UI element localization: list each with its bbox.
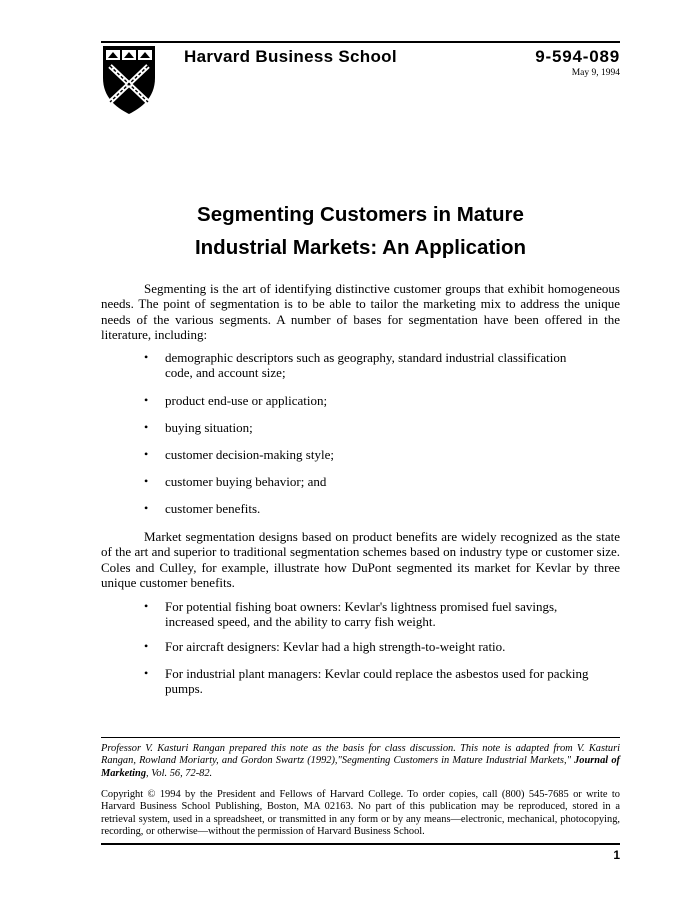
copyright-notice: Copyright © 1994 by the President and Fellows of Harvard College. To order copies, call (800) 545-7685 or write to Harvard Business School Publishing, Boston, MA 02163. No part of this publication may be reproduced, stored in a retrieval system, used in a spreadsheet, or transmitted in any form or by any means—electronic, mechanical, photocopying, recording, or otherwise—without the permission of Harvard Business School. [101, 789, 620, 837]
bullet-icon: • [144, 639, 149, 653]
list-item-text: customer buying behavior; and [165, 474, 327, 489]
bullet-icon: • [144, 447, 149, 461]
list-item-text: For aircraft designers: Kevlar had a high strength-to-weight ratio. [165, 639, 506, 654]
bullet-icon: • [144, 393, 149, 407]
bullet-icon: • [144, 666, 149, 680]
bullet-icon: • [144, 350, 149, 364]
author-note [101, 743, 620, 780]
bullet-icon: • [144, 420, 149, 434]
list-item-text: For potential fishing boat owners: Kevlar's lightness promised fuel savings, increased speed, and the ability to carry fish weight. [165, 599, 558, 630]
case-date: May 9, 1994 [571, 68, 620, 78]
author-note-citation: , Vol. 56, 72-82. [146, 767, 213, 779]
list-item-text: demographic descriptors such as geography, standard industrial classification code, and account size; [165, 350, 567, 381]
document-title-line-2: Industrial Markets: An Application [194, 236, 527, 259]
list-item-text: For industrial plant managers: Kevlar could replace the asbestos used for packing pumps. [165, 666, 589, 697]
hbs-shield-icon [101, 44, 157, 116]
footer-rule [101, 843, 620, 845]
list-item-text: customer benefits. [165, 501, 261, 516]
list-item-text: customer decision-making style; [165, 447, 334, 462]
bullet-icon: • [144, 474, 149, 488]
header-rule [101, 41, 620, 43]
footnote-rule [101, 737, 620, 738]
journal-name: Journal of Marketing [101, 755, 620, 779]
author-note-text: Professor V. Kasturi Rangan prepared this note as the basis for class discussion. This note is adapted from V. Kasturi Rangan, Rowland Moriarty, and Gordon Swartz (1992),"Segmenting Customers in Mature Industrial Markets," [101, 743, 620, 767]
bullet-icon: • [144, 501, 149, 515]
page-number: 1 [613, 848, 620, 862]
list-item-text: product end-use or application; [165, 393, 328, 408]
list-item-text: buying situation; [165, 420, 253, 435]
school-name: Harvard Business School [184, 47, 397, 66]
kevlar-paragraph: Market segmentation designs based on product benefits are widely recognized as the state of the art and superior to traditional segmentation schemes based on industry type or customer size. Coles and Culley, for example, illustrate how DuPont segmented its market for Kevlar by three unique customer benefits. [101, 529, 620, 590]
case-number: 9-594-089 [535, 47, 620, 66]
bullet-icon: • [144, 599, 149, 613]
intro-paragraph: Segmenting is the art of identifying distinctive customer groups that exhibit homogeneous needs. The point of segmentation is to be able to tailor the marketing mix to address the unique needs of the various segments. A number of bases for segmentation have been offered in the literature, including: [101, 281, 620, 342]
document-title-line-1: Segmenting Customers in Mature [197, 203, 524, 226]
